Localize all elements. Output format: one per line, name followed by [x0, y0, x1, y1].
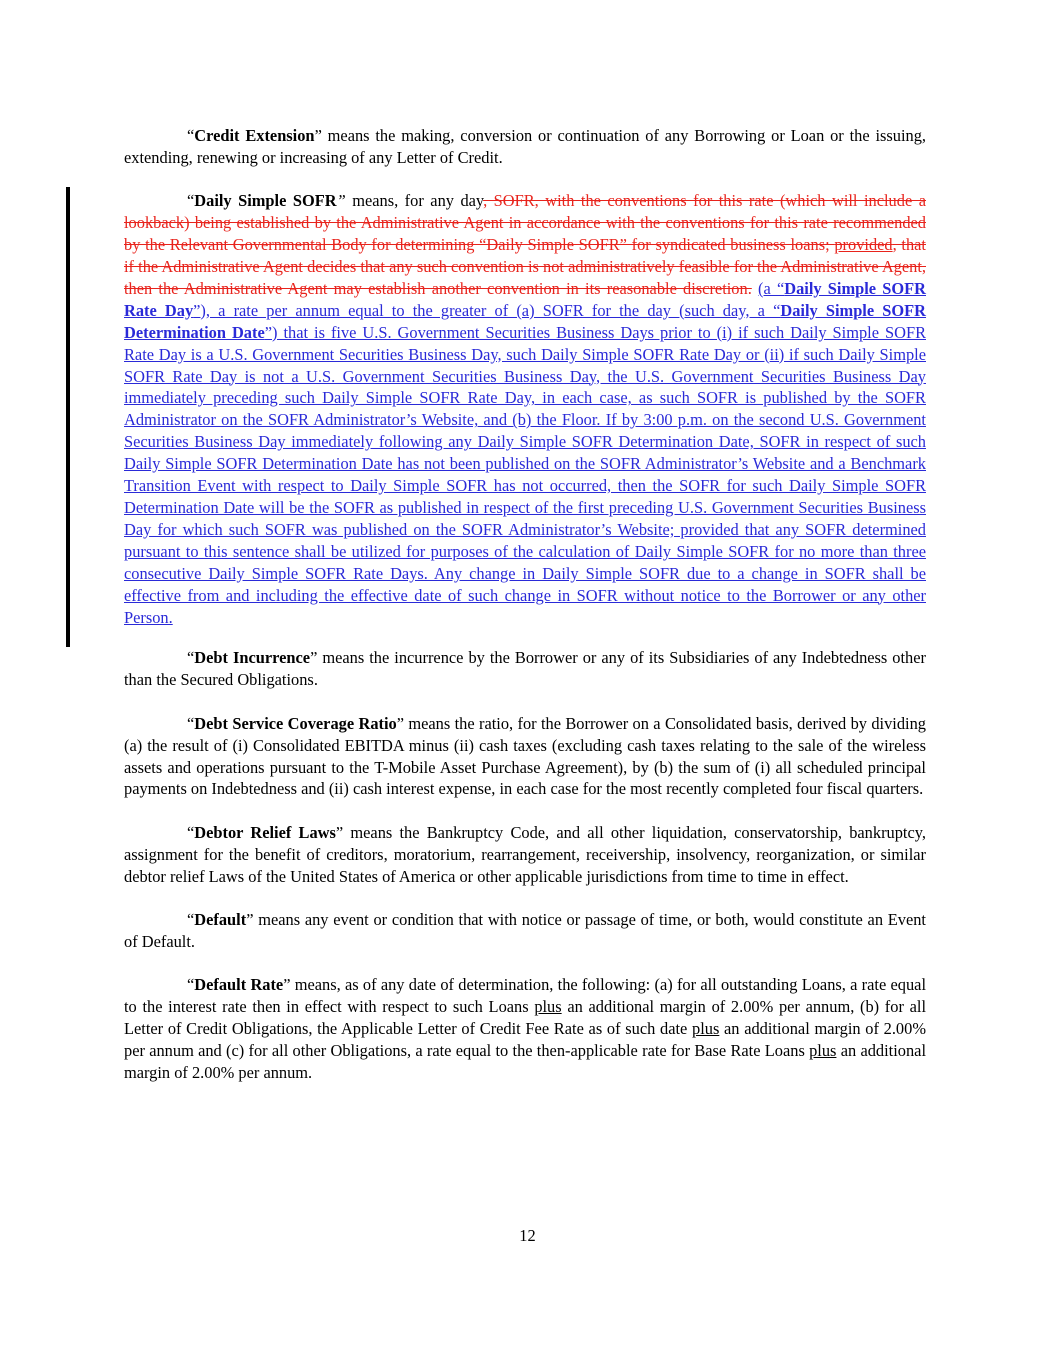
defined-term: Debt Service Coverage Ratio [194, 713, 397, 733]
definition-daily-simple-sofr: “Daily Simple SOFR” means, for any day, SOFR, with the conventions for this rate (which will include a lookback) being established by the Administrative Agent in accordance with the conventions for this rate recommended by the Relevant Governmental Body for determining “Daily Simple SOFR” for syndicated business loans; provided, that if the Administrative Agent decides that any such convention is not administratively feasible for the Administrative Agent, then the Administrative Agent may establish another convention in its reasonable discretion. (a “Daily Simple SOFR Rate Day”), a rate per annum equal to the greater of (a) SOFR for the day (such day, a “Daily Simple SOFR Determination Date”) that is five U.S. Government Securities Business Days prior to (i) if such Daily Simple SOFR Rate Day is a U.S. Government Securities Business Day, such Daily Simple SOFR Rate Day or (ii) if such Daily Simple SOFR Rate Day is not a U.S. Government Securities Business Day, the U.S. Government Securities Business Day immediately preceding such Daily Simple SOFR Rate Day, in each case, as such SOFR is published by the SOFR Administrator on the SOFR Administrator’s Website, and (b) the Floor. If by 3:00 p.m. on the second U.S. Government Securities Business Day immediately following any Daily Simple SOFR Determination Date, SOFR in respect of such Daily Simple SOFR Determination Date has not been published on the SOFR Administrator’s Website and a Benchmark Transition Event with respect to Daily Simple SOFR has not occurred, then the SOFR for such Daily Simple SOFR Determination Date will be the SOFR as published in respect of the first preceding U.S. Government Securities Business Day for which such SOFR was published on the SOFR Administrator’s Website; provided that any SOFR determined pursuant to this sentence shall be utilized for purposes of the calculation of Daily Simple SOFR for no more than three consecutive Daily Simple SOFR Rate Days. Any change in Daily Simple SOFR due to a change in SOFR shall be effective from and including the effective date of such change in SOFR without notice to the Borrower or any other Person. [124, 191, 927, 627]
deleted-text: , SOFR, with the conventions for this rate (which will include a lookback) being established by the Administrative Agent in accordance with the conventions for this rate recommended by the Relevant Governmental Body for determining “Daily Simple SOFR” for syndicated business loans; provided, that if the Administrative Agent decides that any such convention is not administratively feasible for the Administrative Agent, then the Administrative Agent may establish another convention in its reasonable discretion. [124, 191, 926, 298]
defined-term: Daily Simple SOFR [194, 191, 337, 211]
definition-credit-extension: “Credit Extension” means the making, conversion or continuation of any Borrowing or Loan or the issuing, extending, renewing or increasing of any Letter of Credit. [124, 126, 926, 167]
definition-default-rate: “Default Rate” means, as of any date of determination, the following: (a) for all outstanding Loans, a rate equal to the interest rate then in effect with respect to such Loans plus an additional margin of 2.00% per annum, (b) for all Letter of Credit Obligations, the Applicable Letter of Credit Fee Rate as of such date plus an additional margin of 2.00% per annum and (c) for all other Obligations, a rate equal to the then-applicable rate for Base Rate Loans plus an additional margin of 2.00% per annum. [124, 975, 927, 1083]
definition-debt-service-coverage-ratio: “Debt Service Coverage Ratio” means the ratio, for the Borrower on a Consolidated basis, derived by dividing (a) the result of (i) Consolidated EBITDA minus (ii) cash taxes (excluding cash taxes relating to the sale of the wireless assets and operations pursuant to the T-Mobile Asset Purchase Agreement), by (b) the sum of (i) all scheduled principal payments on Indebtedness and (ii) cash interest expense, in each case for the most recently completed four fiscal quarters. [124, 713, 926, 799]
defined-term: Debt Incurrence [194, 648, 311, 668]
defined-term: Default Rate [194, 975, 284, 995]
page-number: 12 [519, 1226, 536, 1245]
document-page [124, 125, 926, 1105]
inserted-text: (a “Daily Simple SOFR Rate Day”), a rate per annum equal to the greater of (a) SOFR for the day (such day, a “Daily Simple SOFR Determination Date”) that is five U.S. Government Securities Business Days prior to (i) if such Daily Simple SOFR Rate Day is a U.S. Government Securities Business Day, such Daily Simple SOFR Rate Day or (ii) if such Daily Simple SOFR Rate Day is not a U.S. Government Securities Business Day, the U.S. Government Securities Business Day immediately preceding such Daily Simple SOFR Rate Day, in each case, as such SOFR is published by the SOFR Administrator on the SOFR Administrator’s Website, and (b) the Floor. If by 3:00 p.m. on the second U.S. Government Securities Business Day immediately following any Daily Simple SOFR Determination Date, SOFR in respect of such Daily Simple SOFR Determination Date has not been published on the SOFR Administrator’s Website and a Benchmark Transition Event with respect to Daily Simple SOFR has not occurred, then the SOFR for such Daily Simple SOFR Determination Date will be the SOFR as published in respect of the first preceding U.S. Government Securities Business Day for which such SOFR was published on the SOFR Administrator’s Website; provided that any SOFR determined pursuant to this sentence shall be utilized for purposes of the calculation of Daily Simple SOFR for no more than three consecutive Daily Simple SOFR Rate Days. Any change in Daily Simple SOFR due to a change in SOFR shall be effective from and including the effective date of such change in SOFR without notice to the Borrower or any other Person. [124, 278, 927, 627]
definition-debtor-relief-laws: “Debtor Relief Laws” means the Bankruptcy Code, and all other liquidation, conservatorship, bankruptcy, assignment for the benefit of creditors, moratorium, rearrangement, receivership, insolvency, reorganization, or similar debtor relief Laws of the United States of America or other applicable jurisdictions from time to time in effect. [124, 822, 926, 886]
defined-term: Default [194, 910, 247, 930]
definition-debt-incurrence: “Debt Incurrence” means the incurrence by the Borrower or any of its Subsidiaries of any Indebtedness other than the Secured Obligations. [124, 648, 926, 690]
defined-term: Debtor Relief Laws [194, 822, 336, 842]
change-bar [66, 187, 70, 647]
defined-term: Credit Extension [194, 126, 315, 145]
definition-default: “Default” means any event or condition that with notice or passage of time, or both, would constitute an Event of Default. [124, 910, 926, 951]
